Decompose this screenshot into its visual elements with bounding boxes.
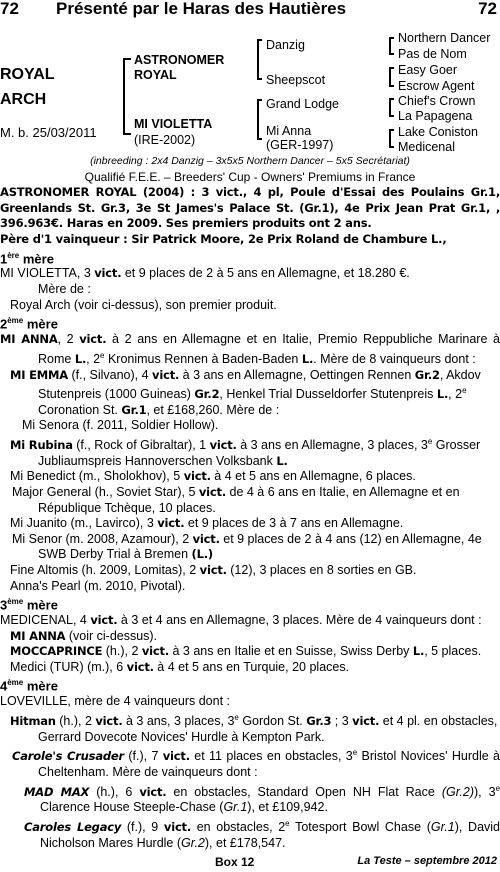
produce-hitman: Hitman (h.), 2 vict. à 3 ans, 3 places, 3e Gordon St. Gr.3 ; 3 vict. et 4 pl. en obstacles, Gerrard Dovecote Novices' Hurdle à Kempton Park. — [10, 712, 498, 744]
produce-fine-altomis: Fine Altomis (h. 2009, Lomitas), 2 vict. (12), 3 places en 8 sorties en GB. — [10, 562, 417, 577]
pedigree-bracket-line — [389, 53, 394, 55]
fourth-dam-record: LOVEVILLE, mère de 4 vainqueurs dont : — [0, 694, 230, 709]
second-dam-heading: 2ème mère — [0, 316, 58, 332]
dam-dam: Mi Anna — [266, 124, 312, 138]
sire-record: ASTRONOMER ROYAL (2004) : 3 vict., 4 pl, Poule d'Essai des Poulains Gr.1, Greenlands St. Gr.3, 3e St James's Palace St. (Gr.1), 4e Prix Jean Prat Gr.1, , 396.963€. Haras en 2009. Ses premiers produits ont 2 ans. — [0, 185, 500, 231]
produce-mi-benedict: Mi Benedict (m., Sholokhov), 5 vict. à 4 et 5 ans en Allemagne, 6 places. — [10, 469, 416, 484]
produce-mi-senor: Mi Senor (m. 2008, Azamour), 2 vict. et 9 places de 2 à 4 ans (12) en Allemagne, 4e SWB Derby Trial à Bremen (L.) — [12, 531, 482, 562]
inbreeding-note: (inbreeding : 2x4 Danzig – 3x5x5 Northern Dancer – 5x5 Secrétariat) — [90, 155, 410, 167]
pedigree-bracket-line — [123, 133, 131, 135]
produce-mad-max: MAD MAX (h.), 6 vict. en obstacles, Standard Open NH Flat Race (Gr.2)), 3e Clarence House Steeple-Chase (Gr.1), et £109,942. — [24, 783, 500, 815]
produce-moccaprince: MOCCAPRINCE (h.), 2 vict. à 3 ans en Italie et en Suisse, Swiss Derby L., 5 places. — [10, 644, 482, 659]
sire-name-line2: ROYAL — [134, 68, 177, 82]
ssd: Pas de Nom — [398, 47, 467, 61]
produce-medici: Medici (TUR) (m.), 6 vict. à 4 et 5 ans en Turquie, 20 places. — [10, 659, 350, 674]
pedigree-bracket-line — [389, 146, 394, 148]
pedigree-bracket-line — [257, 99, 262, 101]
page-number-left: 72 — [0, 0, 19, 18]
produce-caroles-crusader: Carole's Crusader (f.), 7 vict. et 11 places en obstacles, 3e Bristol Novices' Hurdle à Cheltenham. Mère de vainqueurs dont : — [12, 748, 500, 780]
pedigree-bracket-line — [389, 37, 391, 54]
second-dam-record: MI ANNA, 2 vict. à 2 ans en Allemagne et en Italie, Premio Reppubliche Marinare à Rome L., 2e Kronimus Rennen à Baden-Baden L.. Mère de 8 vainqueurs dont : — [0, 332, 500, 366]
horse-name-line2: ARCH — [0, 91, 47, 108]
page-number-right: 72 — [478, 0, 497, 18]
pedigree-bracket-line — [389, 115, 394, 117]
produce-mi-juanito: Mi Juanito (m., Lavirco), 3 vict. et 9 places de 3 à 7 ans en Allemagne. — [10, 516, 404, 531]
pedigree-bracket-line — [389, 98, 394, 100]
third-dam-heading: 3ème mère — [0, 597, 58, 613]
sire-progeny: Père d'1 vainqueur : Sir Patrick Moore, 2e Prix Roland de Chambure L., — [0, 231, 447, 246]
produce-major-general: Major General (h., Soviet Star), 5 vict. de 4 à 6 ans en Italie, en Allemagne et en République Tchèque, 10 places. — [12, 485, 460, 515]
sdd: Escrow Agent — [398, 79, 475, 93]
sds: Easy Goer — [398, 63, 458, 77]
produce-mi-emma: MI EMMA (f., Silvano), 4 vict. à 3 ans en Allemagne, Oettingen Rennen Gr.2, Akdov Stutenpreis (1000 Guineas) Gr.2, Henkel Trial Dusseldorfer Stutenpreis L., 2e Coronation St. Gr.1, et £168,260. Mère de : — [10, 367, 481, 417]
footer-venue: La Teste – septembre 2012 — [357, 855, 497, 867]
dss: Chief's Crown — [398, 94, 476, 108]
produce-annas-pearl: Anna's Pearl (m. 2010, Pivotal). — [10, 578, 186, 593]
pedigree-bracket-line — [389, 129, 391, 147]
third-dam-record: MEDICENAL, 4 vict. à 3 et 4 ans en Allemagne, 3 places. Mère de 4 vainqueurs dont : — [0, 613, 482, 628]
pedigree-bracket-line — [389, 129, 394, 131]
pedigree-bracket-line — [257, 99, 259, 139]
sire-name: ASTRONOMER — [134, 53, 225, 67]
sire-sire: Danzig — [266, 38, 305, 52]
footer-box: Box 12 — [215, 855, 255, 869]
ddd: Medicenal — [398, 140, 455, 154]
qualification-note: Qualifié F.E.E. – Breeders' Cup - Owners' Premiums in France — [84, 169, 416, 184]
produce-mi-rubina: Mi Rubina (f., Rock of Gibraltar), 1 vict. à 3 ans en Allemagne, 3 places, 3e Grosser Jubliaumspreis Hannoverschen Volksbank L. — [10, 437, 481, 468]
horse-name-line1: ROYAL — [0, 66, 55, 83]
pedigree-bracket-line — [123, 58, 125, 134]
sss: Northern Dancer — [398, 31, 491, 45]
pedigree-bracket-line — [257, 39, 259, 79]
produce-mi-senora: Mi Senora (f. 2011, Soldier Hollow). — [22, 418, 219, 433]
pedigree-bracket-line — [389, 85, 394, 87]
page-title: Présenté par le Haras des Hautières — [56, 0, 347, 18]
pedigree-bracket-line — [389, 37, 394, 39]
pedigree-bracket-line — [389, 67, 394, 69]
pedigree-bracket-line — [389, 98, 391, 116]
sire-dam: Sheepscot — [266, 73, 326, 87]
dam-origin: (IRE-2002) — [134, 133, 196, 147]
pedigree-bracket-line — [257, 39, 262, 41]
pedigree-bracket-line — [257, 78, 262, 80]
first-dam-heading: 1ère mère — [0, 250, 54, 266]
first-dam-record: MI VIOLETTA, 3 vict. et 9 places de 2 à 5 ans en Allemagne, et 18.280 €. — [0, 266, 410, 281]
first-dam-produce: Royal Arch (voir ci-dessus), son premier produit. — [10, 297, 277, 312]
horse-details: M. b. 25/03/2011 — [0, 125, 97, 140]
pedigree-bracket-line — [389, 67, 391, 86]
fourth-dam-heading: 4ème mère — [0, 678, 58, 694]
pedigree-bracket-line — [257, 138, 262, 140]
produce-caroles-legacy: Caroles Legacy (f.), 9 vict. en obstacles, 2e Totesport Bowl Chase (Gr.1), David Nicholson Mares Hurdle (Gr.2), et £178,547. — [24, 819, 500, 850]
produce-mi-anna: MI ANNA (voir ci-dessus). — [10, 628, 158, 643]
dam-sire: Grand Lodge — [266, 97, 339, 111]
first-dam-mere-de: Mère de : — [38, 282, 91, 297]
dsd: La Papagena — [398, 109, 473, 123]
dam-dam-origin: (GER-1997) — [266, 138, 334, 152]
dam-name: MI VIOLETTA — [134, 117, 213, 131]
dds: Lake Coniston — [398, 125, 478, 139]
pedigree-bracket-line — [123, 58, 131, 60]
